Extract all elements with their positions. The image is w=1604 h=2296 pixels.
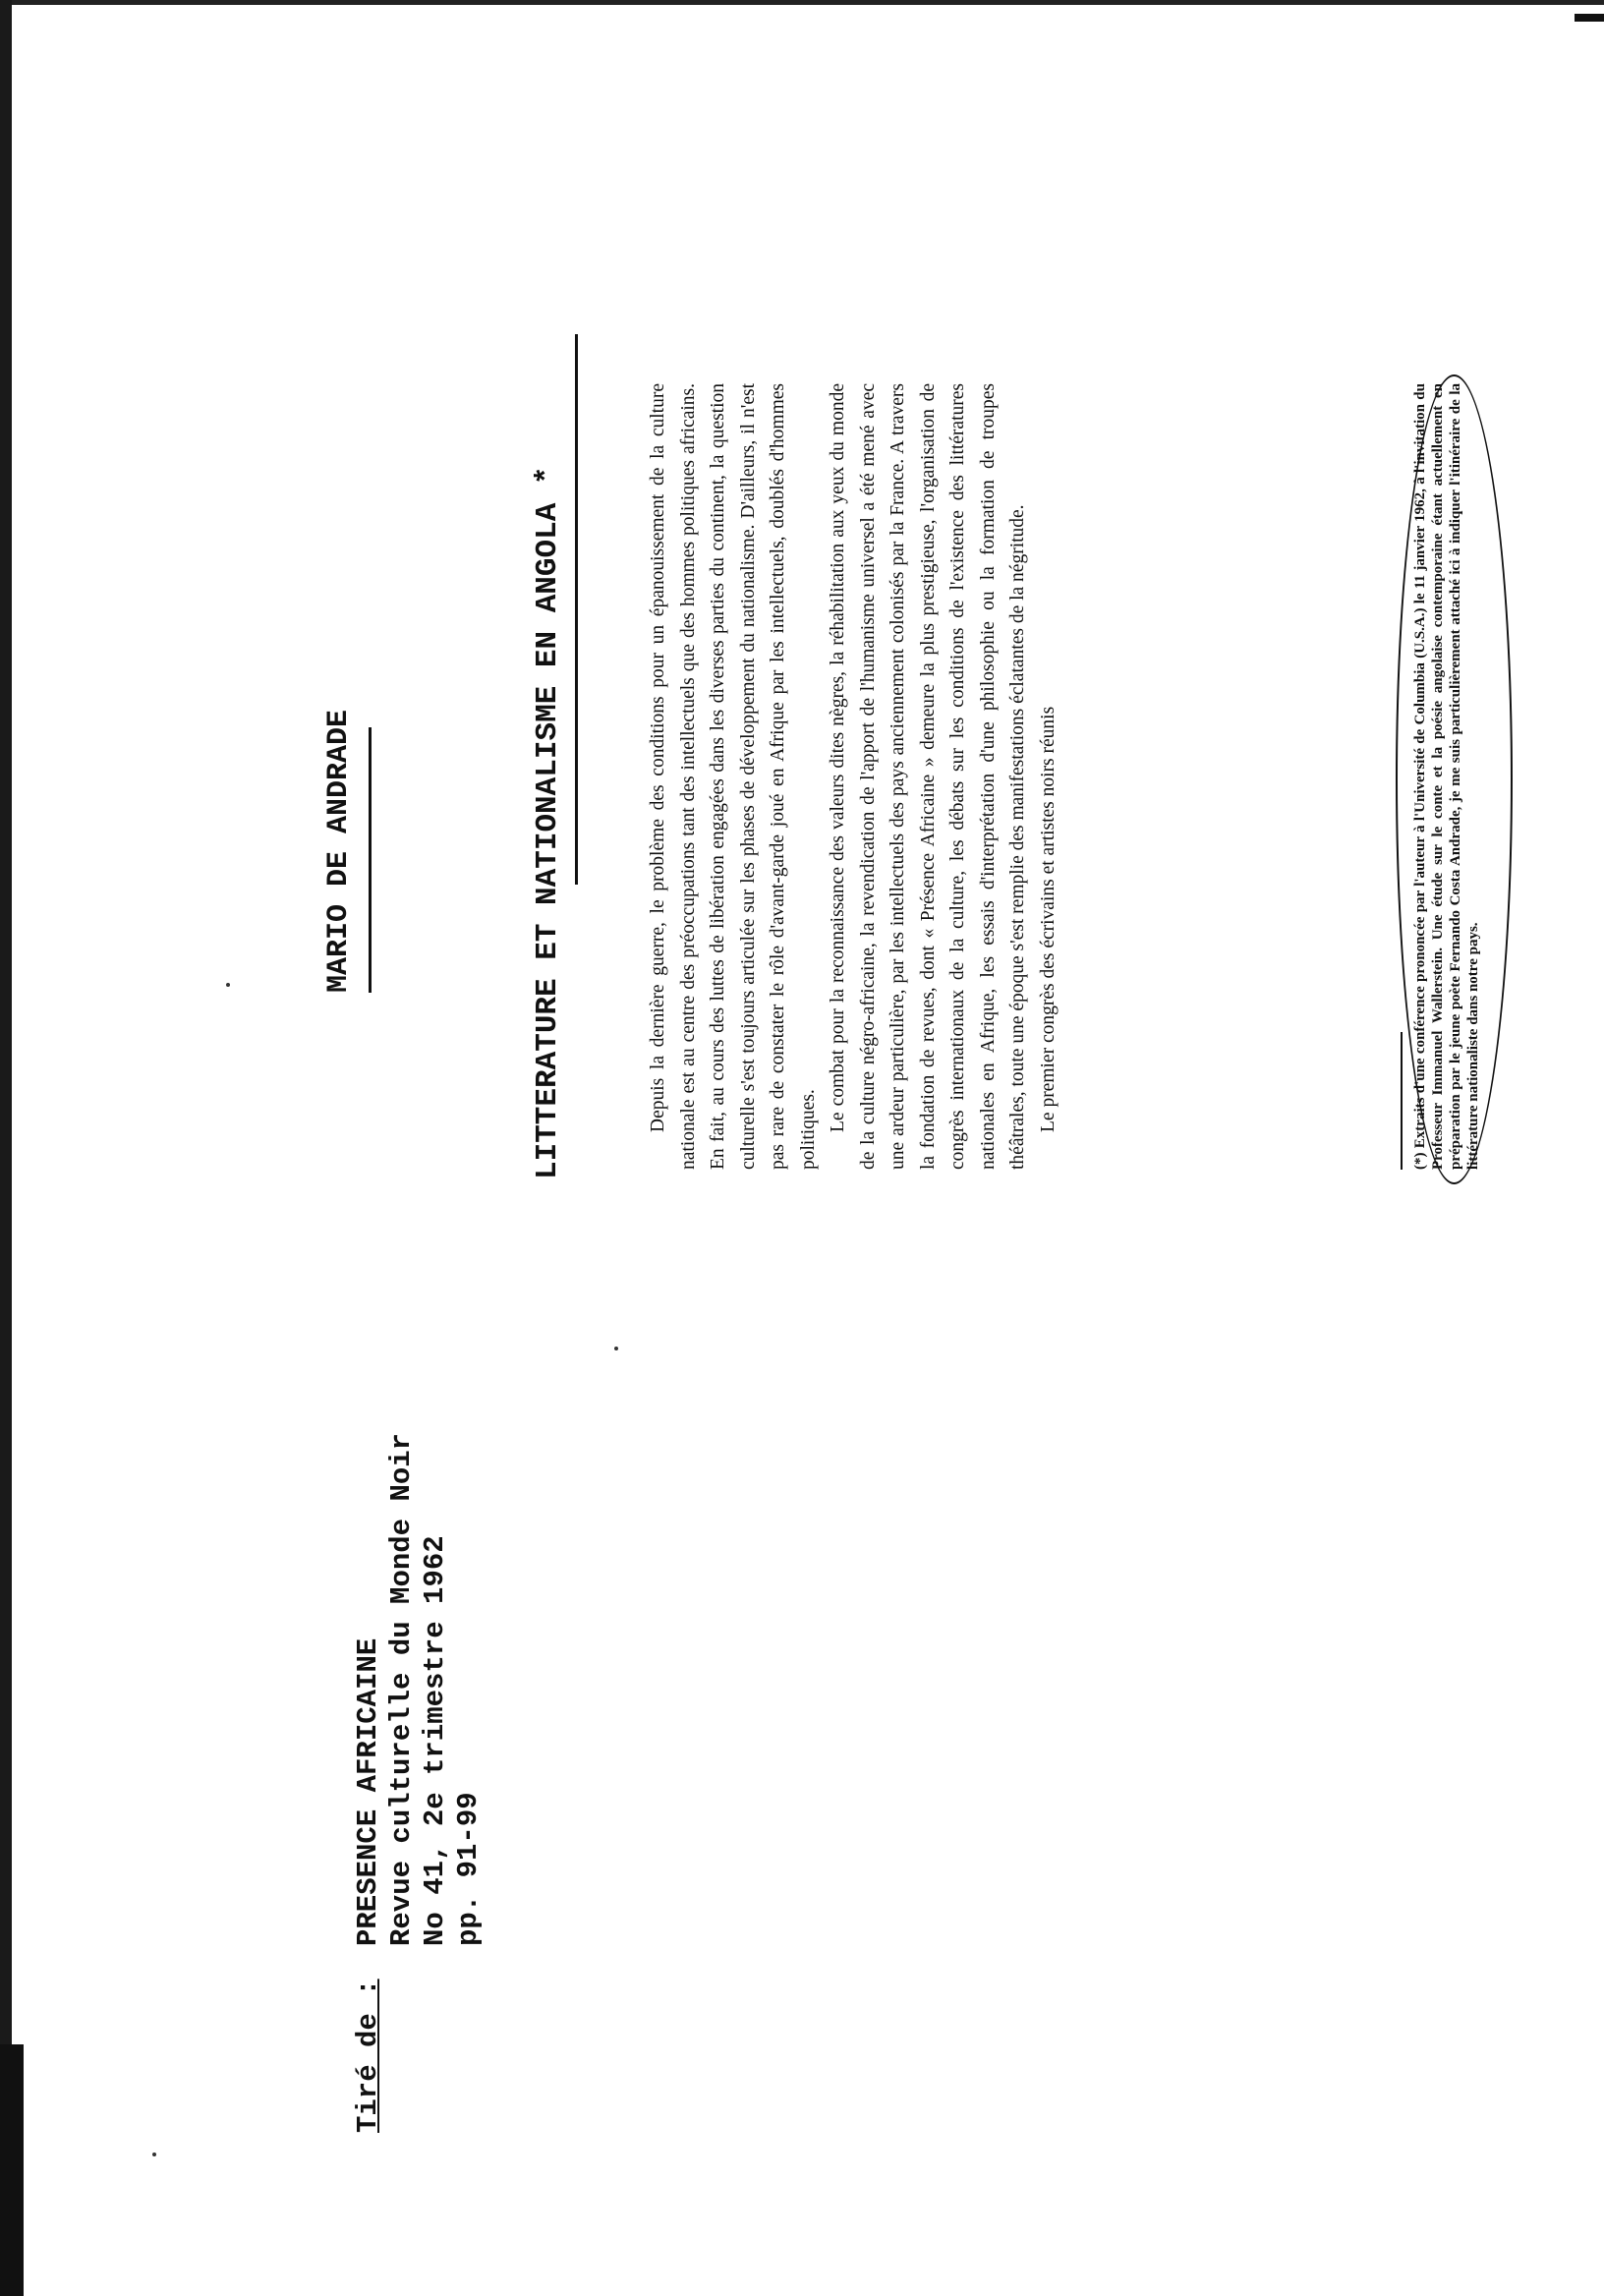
handwritten-circle-annotation xyxy=(1396,374,1513,1184)
scan-edge-corner xyxy=(0,2044,24,2296)
title-underline xyxy=(575,334,578,885)
scan-edge-left xyxy=(0,0,12,2296)
scan-edge-mark xyxy=(1575,14,1604,22)
source-line: No 41, 2e trimestre 1962 xyxy=(419,1535,451,1946)
article-body xyxy=(644,383,1063,1170)
source-label: Tiré de : xyxy=(352,1979,384,2133)
author-underline xyxy=(369,727,372,993)
author-name: MARIO DE ANDRADE xyxy=(322,709,356,993)
footnote: (*) Extraits d'une conférence prononcée par l'auteur à l'Université de Columbia (U.S.A.) le 11 janvier 1962, à l'invitation du Professeur Immanuel Wallerstein. Une étude sur le conte et la poésie angolaise contemporaine étant actuellement en préparation par le jeune poète Fernando Costa Andrade, je me suis particulièrement attaché ici à indiquer l'itinéraire de la littérature nationaliste dans notre pays. xyxy=(1412,383,1481,1170)
rotated-page xyxy=(128,98,1504,2211)
body-paragraph: Depuis la dernière guerre, le problème des conditions pour un épanouissement de la culture nationale est au centre des préoccupations tant des intellectuels que des hommes politiques africains. En fait, au cours des luttes de libération engagées dans les diverses parties du continent, la question culturelle s'est toujours articulée sur les phases de développement du nationalisme. D'ailleurs, il n'est pas rare de constater le rôle d'avant-garde joué en Afrique par les intellectuels, doublés d'hommes politiques. xyxy=(648,383,819,1170)
scan-edge-top xyxy=(12,0,1604,5)
body-paragraph: Le premier congrès des écrivains et artistes noirs réunis xyxy=(1037,706,1059,1132)
source-lines xyxy=(352,1199,486,1946)
source-line: pp. 91-99 xyxy=(452,1792,485,1946)
body-paragraph: Le combat pour la reconnaissance des valeurs dites nègres, la réhabilitation aux yeux du monde de la culture négro-africaine, la revendication de l'apport de l'humanisme universel a été mené avec une ardeur particulière, par les intellectuels des pays anciennement colonisés par la France. A travers la fondation de revues, dont « Présence Africaine » demeure la plus prestigieuse, l'organisation de congrès internationaux de la culture, les débats sur les conditions de l'existence des littératures nationales en Afrique, les essais d'interprétation d'une philosophie ou la formation de troupes théâtrales, toute une époque s'est remplie des manifestations éclatantes de la négritude. xyxy=(828,383,1028,1170)
source-line: PRESENCE AFRICAINE xyxy=(352,1637,384,1946)
article-title: LITTERATURE ET NATIONALISME EN ANGOLA * xyxy=(531,466,565,1179)
footnote-separator xyxy=(1401,1032,1403,1170)
source-line: Revue culturelle du Monde Noir xyxy=(385,1432,418,1946)
